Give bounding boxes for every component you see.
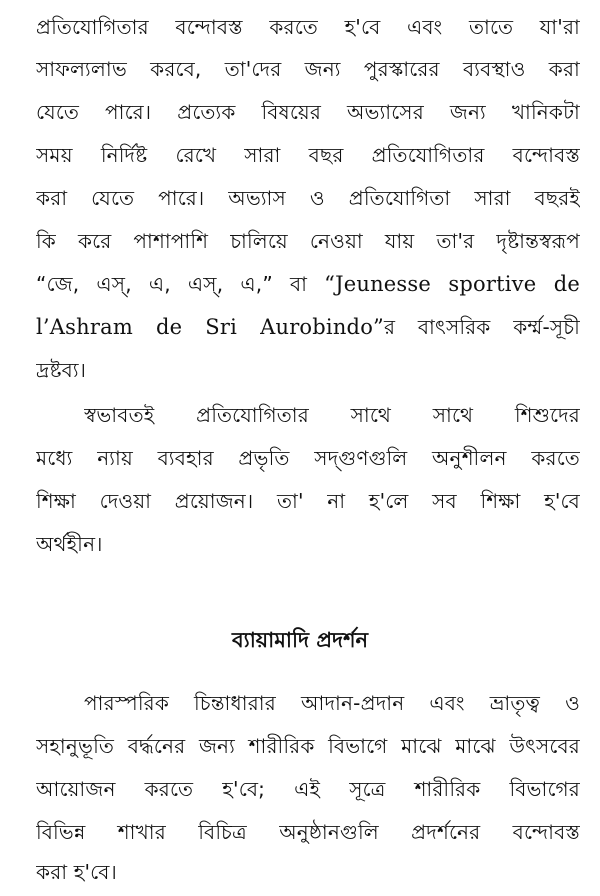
latin-quote-end: l’Ashram de Sri Aurobindo”: [36, 315, 384, 339]
text-line: শিক্ষা দেওয়া প্রয়োজন। তা' না হ'লে সব শিক্ষা হ'বে: [36, 489, 580, 513]
text-line: সাফল্যলাভ করবে, তা'দের জন্য পুরস্কারের ব্যবস্থাও করা: [36, 57, 580, 81]
bengali-abbreviation: “জে, এস্, এ, এস্, এ,” বা: [36, 272, 325, 296]
text-line: মধ্যে ন্যায় ব্যবহার প্রভৃতি সদ্‌গুণগুলি অনুশীলন করতে: [36, 446, 580, 470]
bengali-continuation: র বাৎসরিক কর্ম্ম-সূচী: [383, 315, 580, 339]
text-line: স্বভাবতই প্রতিযোগিতার সাথে সাথে শিশুদের: [84, 403, 580, 427]
text-line: সহানুভূতি বর্দ্ধনের জন্য শারীরিক বিভাগে মাঝে মাঝে উৎসবের: [36, 734, 580, 758]
section-heading: ব্যায়ামাদি প্রদর্শন: [231, 628, 369, 652]
text-line: আয়োজন করতে হ'বে; এই সূত্রে শারীরিক বিভাগের: [36, 777, 580, 801]
text-line: প্রতিযোগিতার বন্দোবস্ত করতে হ'বে এবং তাতে যা'রা: [36, 15, 580, 39]
text-line-mixed: [36, 267, 580, 301]
text-line: কি করে পাশাপাশি চালিয়ে নেওয়া যায় তা'র দৃষ্টান্তস্বরূপ: [36, 229, 580, 253]
text-line: পারস্পরিক চিন্তাধারার আদান-প্রদান এবং ভ্রাতৃত্ব ও: [84, 691, 580, 715]
latin-quote-start: “Jeunesse sportive de: [324, 272, 580, 296]
text-line: বিভিন্ন শাখার বিচিত্র অনুষ্ঠানগুলি প্রদর্শনের বন্দোবস্ত: [36, 820, 580, 844]
text-line: দ্রষ্টব্য।: [36, 358, 87, 382]
text-line: যেতে পারে। প্রত্যেক বিষয়ের অভ্যাসের জন্য খানিকটা: [36, 100, 580, 124]
text-line: সময় নির্দিষ্ট রেখে সারা বছর প্রতিযোগিতার বন্দোবস্ত: [36, 143, 580, 167]
text-line-mixed: [36, 310, 580, 344]
text-line: অর্থহীন।: [36, 532, 103, 556]
text-line: করা হ'বে।: [36, 860, 117, 884]
text-line: করা যেতে পারে। অভ্যাস ও প্রতিযোগিতা সারা বছরই: [36, 186, 580, 210]
